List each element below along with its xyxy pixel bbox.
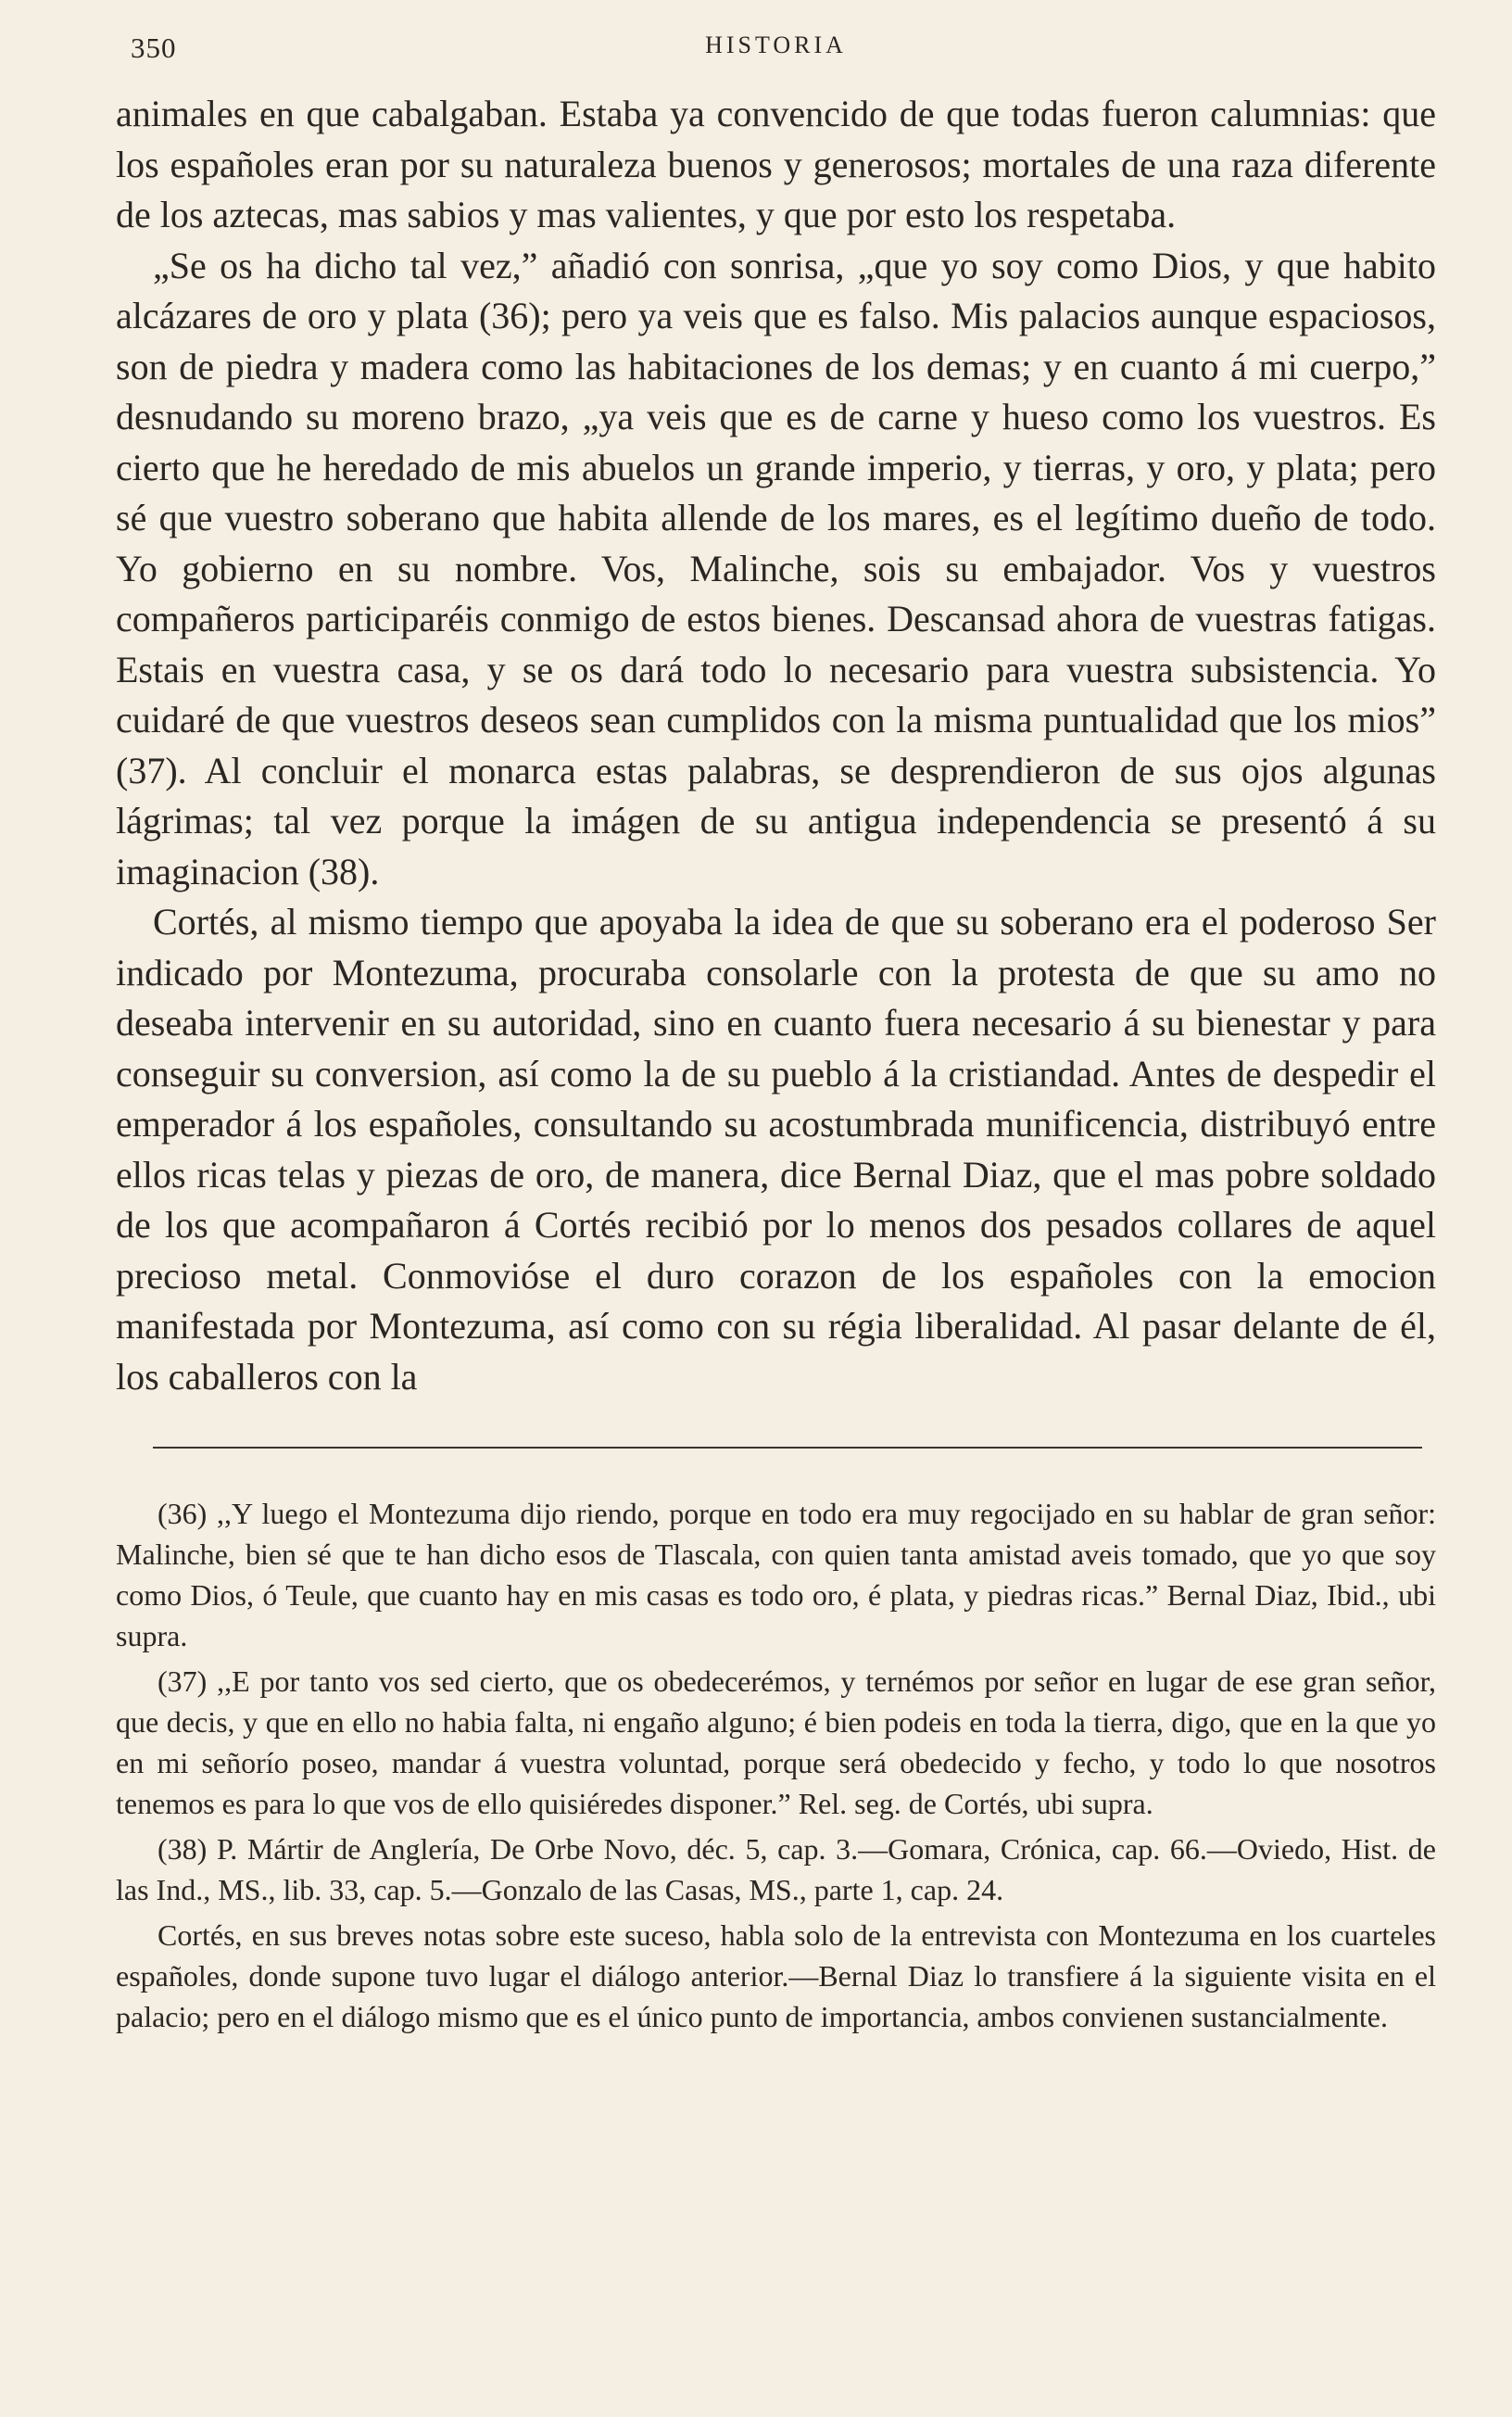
body-paragraph-3: Cortés, al mismo tiempo que apoyaba la idea de que su soberano era el poderoso Ser indicado por Montezuma, procuraba consolarle con la protesta de que su amo no deseaba intervenir en su autoridad, sino en cuanto fuera necesario á su bienestar y para conseguir su conversion, así como la de su pueblo á la cristiandad. Antes de despedir el emperador á los españoles, consultando su acostumbrada munificencia, distribuyó entre ellos ricas telas y piezas de oro, de manera, dice Bernal Diaz, que el mas pobre soldado de los que acompañaron á Cortés recibió por lo menos dos pesados collares de aquel precioso metal. Conmovióse el duro corazon de los españoles con la emocion manifestada por Montezuma, así como con su régia liberalidad. Al pasar delante de él, los caballeros con la [116, 901, 1436, 1398]
running-head [116, 26, 1436, 70]
footnote-divider [153, 1447, 1422, 1449]
footnote-36: (36) ,,Y luego el Montezuma dijo riendo, porque en todo era muy regocijado en su hablar de gran señor: Malinche, bien sé que te han dicho esos de Tlascala, con quien tanta amistad aveis tomado, que yo que soy como Dios, ó Teule, que cuanto hay en mis casas es todo oro, é plata, y piedras ricas.” Bernal Diaz, Ibid., ubi supra. [116, 1497, 1436, 1652]
footnote-38: (38) P. Mártir de Anglería, De Orbe Novo, déc. 5, cap. 3.—Gomara, Crónica, cap. 66.—Oviedo, Hist. de las Ind., MS., lib. 33, cap. 5.—Gonzalo de las Casas, MS., parte 1, cap. 24. [116, 1832, 1436, 1906]
footnote-38-continued: Cortés, en sus breves notas sobre este suceso, habla solo de la entrevista con Montezuma en los cuarteles españoles, donde supone tuvo lugar el diálogo anterior.—Bernal Diaz lo transfiere á la siguiente visita en el palacio; pero en el diálogo mismo que es el único punto de importancia, ambos convienen sustancialmente. [116, 1918, 1436, 2033]
body-text [116, 89, 1436, 1402]
footnotes [116, 1493, 1436, 2037]
running-title: HISTORIA [705, 32, 847, 58]
book-page [116, 26, 1436, 2037]
footnote-37: (37) ,,E por tanto vos sed cierto, que os obedecerémos, y ternémos por señor en lugar de ese gran señor, que decis, y que en ello no habia falta, ni engaño alguno; é bien podeis en toda la tierra, digo, que en la que yo en mi señorío poseo, mandar á vuestra voluntad, porque será obedecido y fecho, y todo lo que nosotros tenemos es para lo que vos de ello quisiéredes disponer.” Rel. seg. de Cortés, ubi supra. [116, 1664, 1436, 1820]
page-number: 350 [131, 32, 177, 64]
body-paragraph-1: animales en que cabalgaban. Estaba ya convencido de que todas fueron calumnias: que los españoles eran por su naturaleza buenos y generosos; mortales de una raza diferente de los aztecas, mas sabios y mas valientes, y que por esto los respetaba. [116, 93, 1436, 235]
body-paragraph-2: „Se os ha dicho tal vez,” añadió con sonrisa, „que yo soy como Dios, y que habito alcázares de oro y plata (36); pero ya veis que es falso. Mis palacios aunque espaciosos, son de piedra y madera como las habitaciones de los demas; y en cuanto á mi cuerpo,” desnudando su moreno brazo, „ya veis que es de carne y hueso como los vuestros. Es cierto que he heredado de mis abuelos un grande imperio, y tierras, y oro, y plata; pero sé que vuestro soberano que habita allende de los mares, es el legítimo dueño de todo. Yo gobierno en su nombre. Vos, Malinche, sois su embajador. Vos y vuestros compañeros participaréis conmigo de estos bienes. Descansad ahora de vuestras fatigas. Estais en vuestra casa, y se os dará todo lo necesario para vuestra subsistencia. Yo cuidaré de que vuestros deseos sean cumplidos con la misma puntualidad que los mios” (37). Al concluir el monarca estas palabras, se desprendieron de sus ojos algunas lágrimas; tal vez porque la imágen de su antigua independencia se presentó á su imaginacion (38). [116, 244, 1436, 892]
